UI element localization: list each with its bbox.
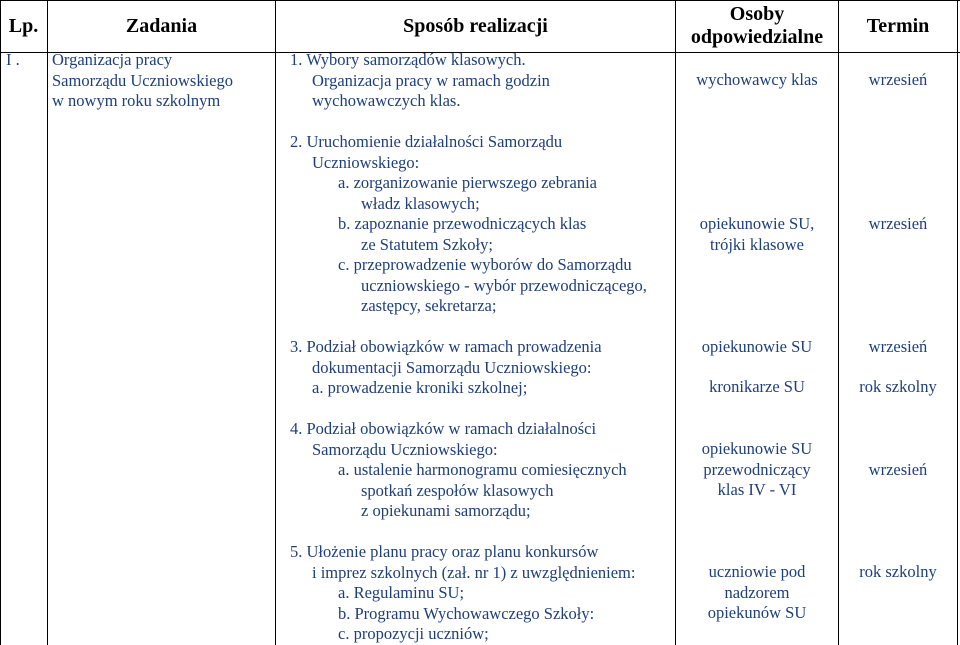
item-line: 1. Wybory samorządów klasowych. [290,50,526,69]
termin-item-3: wrzesień [868,337,928,356]
header-osoby-line2: odpowiedzialne [690,26,824,48]
column-divider [47,0,48,645]
item-line: 3. Podział obowiązków w ramach prowadzenia [290,337,602,356]
termin-item-2: wrzesień [868,214,928,233]
header-lp [0,0,47,52]
subitem-line: ze Statutem Szkoły; [361,234,493,254]
termin-item-1: wrzesień [868,70,928,89]
termin-item-3b: rok szkolny [859,377,937,396]
header-zadania [48,0,275,52]
column-divider [0,0,1,645]
subitem-line: c. propozycji uczniów; [338,624,489,643]
subitem-line: b. Programu Wychowawczego Szkoły: [338,603,595,623]
item-1 [290,50,550,112]
osoby-item-1: wychowawcy klas [696,70,818,89]
subitem-line: b. zapoznanie przewodniczących klas [338,214,587,233]
header-osoby-line1: Osoby [729,3,785,25]
item-line: 2. Uruchomienie działalności Samorządu [290,132,563,151]
item-3 [290,337,602,399]
column-divider [675,0,676,645]
osoby-item-2: opiekunowie SU, trójki klasowe [699,214,815,254]
item-line: i imprez szkolnych (zał. nr 1) z uwzględnieniem: [312,562,636,582]
osoby-item-3b: kronikarze SU [709,377,805,396]
item-line: Organizacja pracy w ramach godzin [312,70,550,90]
subitem-line: z opiekunami samorządu; [361,501,531,520]
task-line: Samorządu Uczniowskiego [52,70,233,90]
header-lp-text: Lp. [8,14,39,37]
header-sposob-text: Sposób realizacji [403,14,548,37]
osoby-item-4: opiekunowie SU przewodniczący klas IV - VI [701,439,813,499]
item-line: 4. Podział obowiązków w ramach działalności [290,419,597,438]
subitem-line: zastępcy, sekretarza; [361,296,497,315]
item-line: wychowawczych klas. [312,91,461,110]
subitem-line: spotkań zespołów klasowych [361,480,554,500]
column-divider [957,0,958,645]
row-number: I . [6,50,20,69]
header-zadania-text: Zadania [125,14,198,37]
osoby-item-5: uczniowie pod nadzorem opiekunów SU [707,562,807,622]
task-line: w nowym roku szkolnym [52,91,221,110]
header-termin [839,0,957,52]
osoby-item-3: opiekunowie SU [701,337,813,356]
subitem-line: a. Regulaminu SU; [338,583,465,602]
item-2 [290,132,647,317]
subitem-line: uczniowskiego - wybór przewodniczącego, [361,275,647,295]
subitem-line: a. zorganizowanie pierwszego zebrania [338,173,597,192]
header-sposob [276,0,675,52]
item-line: 5. Ułożenie planu pracy oraz planu konkursów [290,542,599,561]
termin-item-4: wrzesień [868,460,928,479]
header-osoby [676,0,838,52]
task-cell [52,50,233,112]
column-divider [838,0,839,645]
task-line: Organizacja pracy [52,50,173,69]
subitem-line: władz klasowych; [361,193,480,213]
item-line: Uczniowskiego: [312,152,420,172]
item-4 [290,419,627,522]
item-line: dokumentacji Samorządu Uczniowskiego: [312,357,592,377]
item-5 [290,542,635,645]
column-divider [275,0,276,645]
subitem-line: a. ustalenie harmonogramu comiesięcznych [338,460,627,479]
item-line: Samorządu Uczniowskiego: [312,439,498,459]
subitem-line: c. przeprowadzenie wyborów do Samorządu [338,255,632,274]
termin-item-5: rok szkolny [859,562,937,581]
header-termin-text: Termin [866,14,930,37]
subitem-line: a. prowadzenie kroniki szkolnej; [312,378,528,397]
